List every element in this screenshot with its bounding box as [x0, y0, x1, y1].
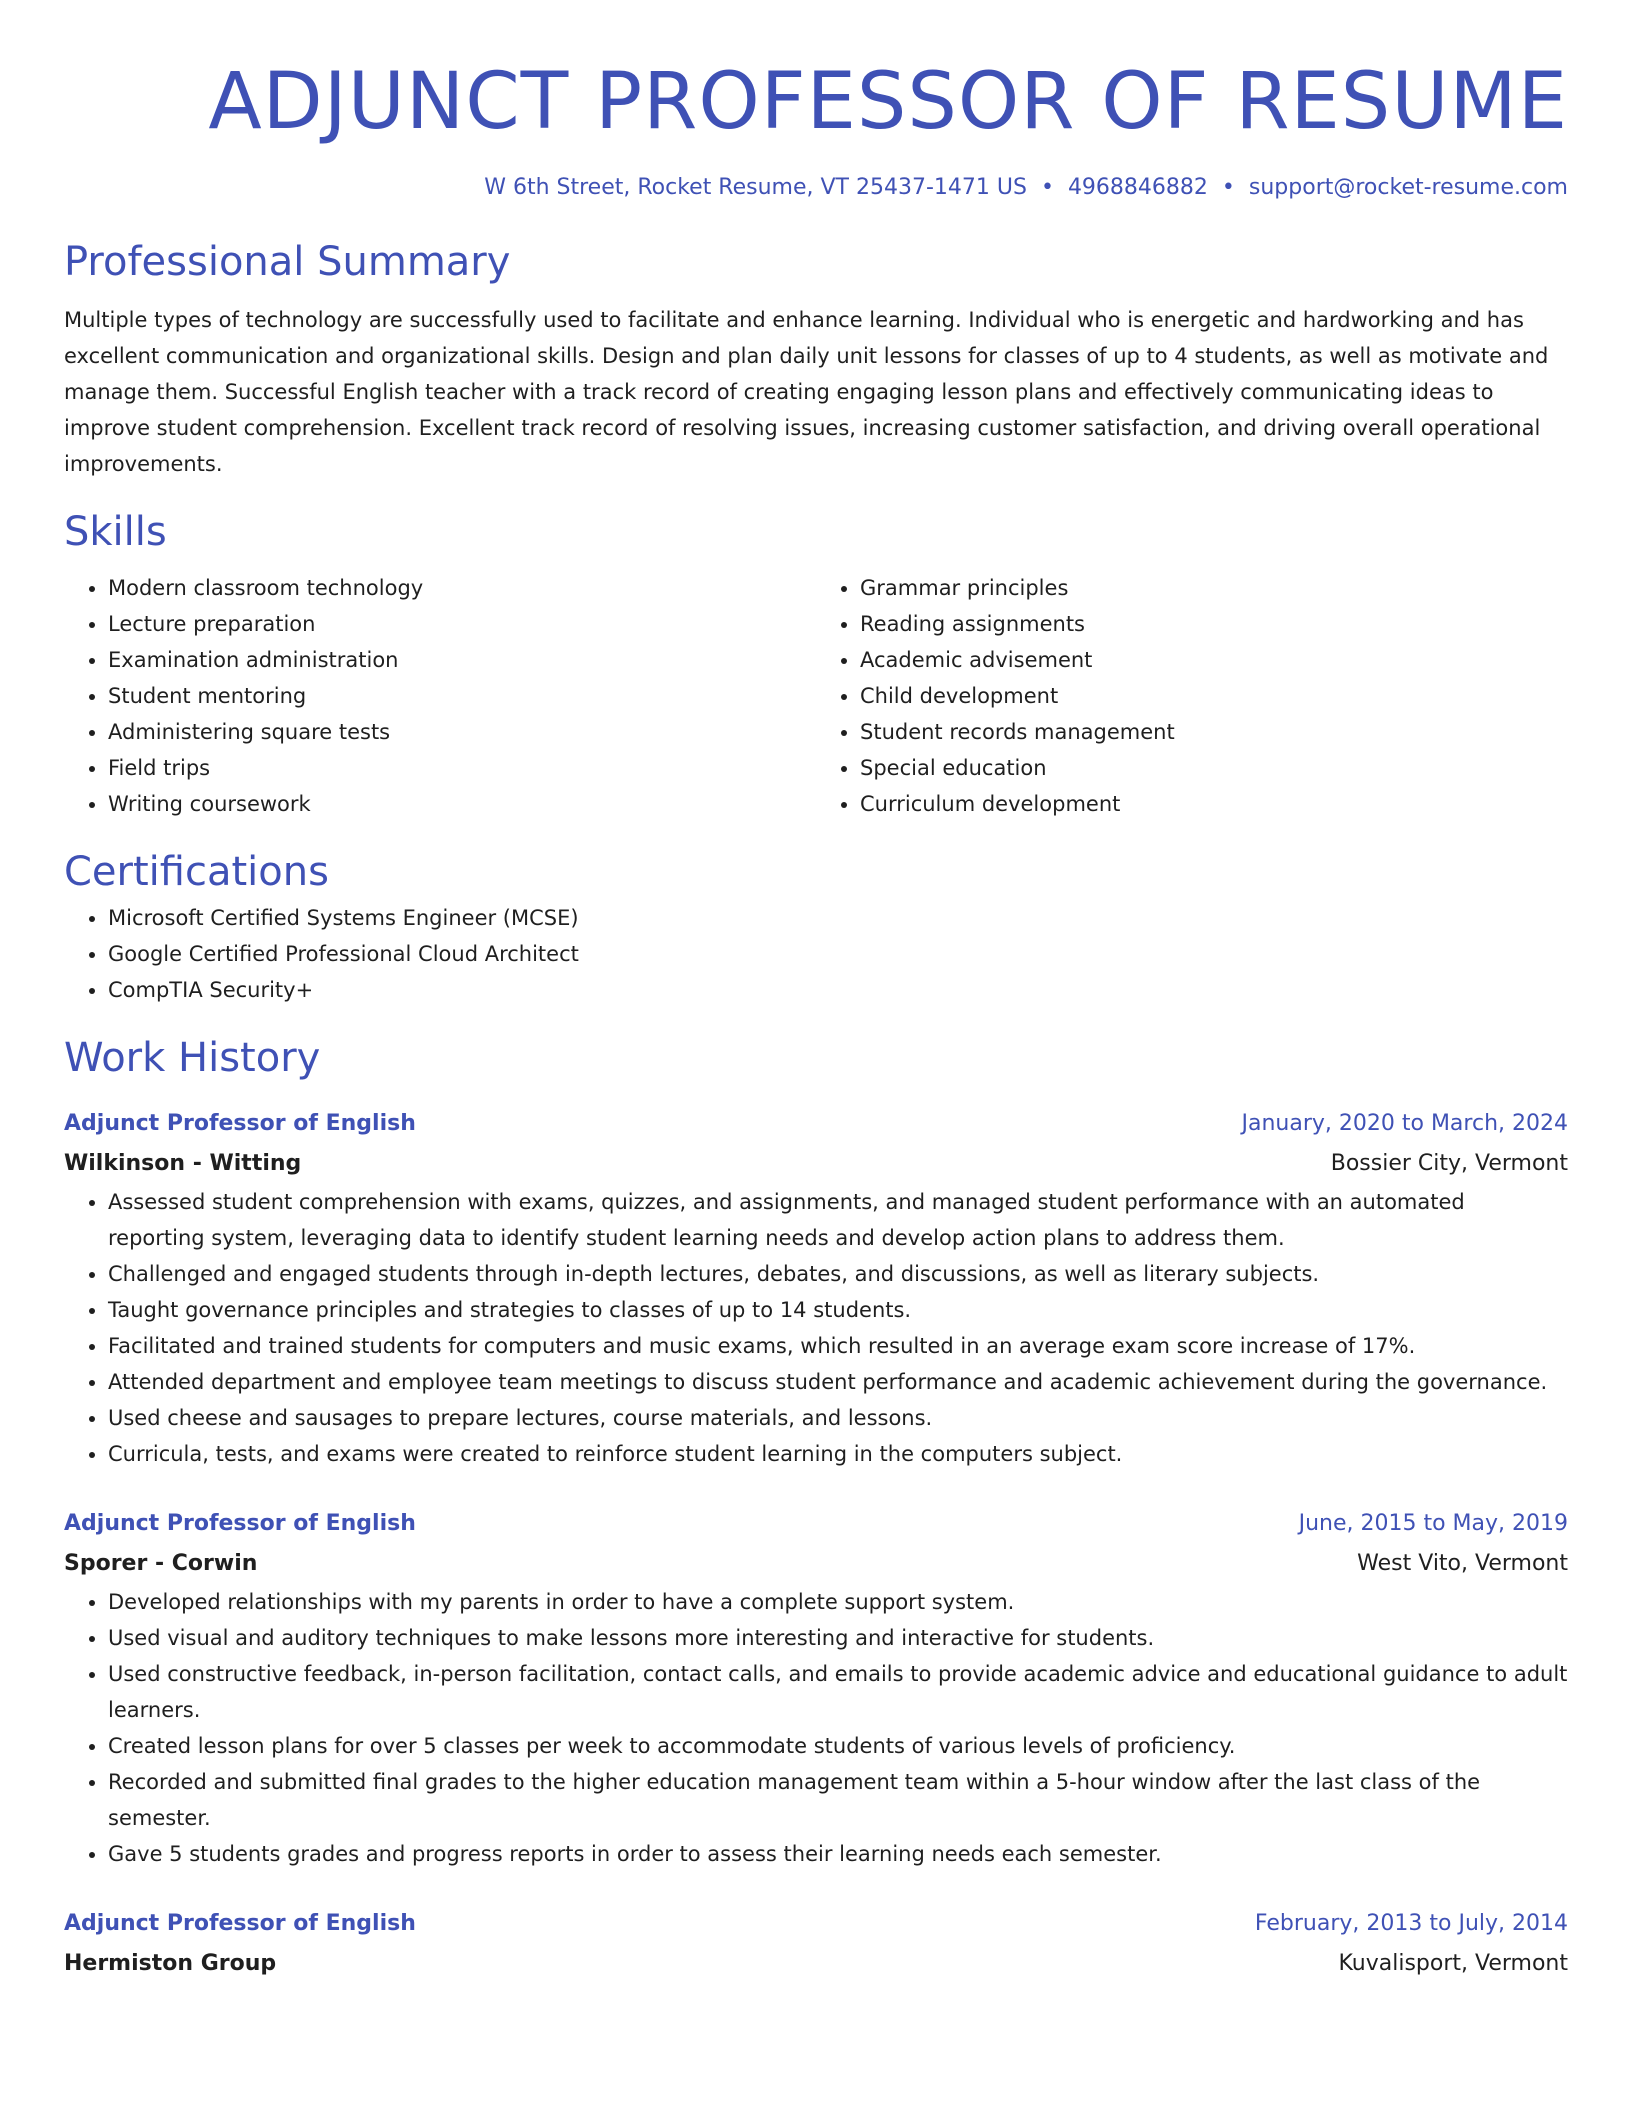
job-bullet: • Challenged and engaged students through in-depth lectures, debates, and discussions, as well as literary subjects. [108, 1256, 1568, 1292]
skill-item: • Modern classroom technology [108, 570, 816, 606]
summary-section [64, 234, 1568, 482]
job-entry [64, 1104, 1568, 1472]
skills-section [64, 504, 1568, 822]
job-company: Sporer - Corwin [64, 1551, 258, 1576]
job-location: West Vito, Vermont [1357, 1551, 1568, 1576]
skill-item: • Writing coursework [108, 786, 816, 822]
job-bullet: • Used cheese and sausages to prepare lectures, course materials, and lessons. [108, 1400, 1568, 1436]
job-bullet: • Facilitated and trained students for computers and music exams, which resulted in an average exam score increase of 17%. [108, 1328, 1568, 1364]
job-bullet: • Used visual and auditory techniques to make lessons more interesting and interactive for students. [108, 1620, 1568, 1656]
job-bullet: • Attended department and employee team meetings to discuss student performance and academic achievement during the governance. [108, 1364, 1568, 1400]
section-title-work-history: Work History [64, 1035, 321, 1081]
contact-separator: • [1040, 175, 1054, 200]
job-header-row [64, 1904, 1568, 1944]
section-title-summary: Professional Summary [64, 239, 511, 285]
certification-item: • CompTIA Security+ [108, 972, 1568, 1008]
job-bullet: • Developed relationships with my parents in order to have a complete support system. [108, 1584, 1568, 1620]
certification-item: • Microsoft Certified Systems Engineer (MCSE) [108, 900, 1568, 936]
job-company-row [64, 1144, 1568, 1184]
contact-separator: • [1221, 175, 1235, 200]
certifications-list [64, 900, 1568, 1008]
job-bullet: • Taught governance principles and strategies to classes of up to 14 students. [108, 1292, 1568, 1328]
job-entry [64, 1504, 1568, 1872]
job-company: Wilkinson - Witting [64, 1151, 302, 1176]
skill-item: • Reading assignments [860, 606, 1568, 642]
skills-grid [64, 570, 1568, 822]
job-dates: June, 2015 to May, 2019 [1298, 1511, 1568, 1536]
certification-item: • Google Certified Professional Cloud Architect [108, 936, 1568, 972]
contact-phone: 4968846882 [1067, 175, 1208, 200]
job-header-row [64, 1104, 1568, 1144]
skill-item: • Grammar principles [860, 570, 1568, 606]
job-company-row [64, 1944, 1568, 1984]
job-header-row [64, 1504, 1568, 1544]
skills-list-left [64, 570, 816, 822]
job-location: Kuvalisport, Vermont [1338, 1951, 1568, 1976]
skill-item: • Academic advisement [860, 642, 1568, 678]
certifications-section [64, 844, 1568, 1008]
section-title-skills: Skills [64, 509, 167, 555]
job-company: Hermiston Group [64, 1951, 277, 1976]
skill-item: • Field trips [108, 750, 816, 786]
contact-email[interactable]: support@rocket-resume.com [1248, 175, 1568, 200]
job-location: Bossier City, Vermont [1330, 1151, 1568, 1176]
job-title: Adjunct Professor of English [64, 1911, 416, 1936]
contact-line [64, 172, 1568, 204]
skill-item: • Special education [860, 750, 1568, 786]
skill-item: • Student mentoring [108, 678, 816, 714]
job-dates: February, 2013 to July, 2014 [1254, 1911, 1568, 1936]
job-bullet: • Curricula, tests, and exams were created to reinforce student learning in the computers subject. [108, 1436, 1568, 1472]
resume-title: ADJUNCT PROFESSOR OF RESUME [208, 57, 1568, 147]
job-entry [64, 1904, 1568, 1984]
job-bullet-list [64, 1584, 1568, 1872]
skill-item: • Child development [860, 678, 1568, 714]
skill-item: • Student records management [860, 714, 1568, 750]
job-bullet: • Used constructive feedback, in-person facilitation, contact calls, and emails to provide academic advice and educational guidance to adult learners. [108, 1656, 1568, 1728]
skill-item: • Administering square tests [108, 714, 816, 750]
skill-item: • Curriculum development [860, 786, 1568, 822]
job-title: Adjunct Professor of English [64, 1511, 416, 1536]
skill-item: • Lecture preparation [108, 606, 816, 642]
job-bullet: • Created lesson plans for over 5 classes per week to accommodate students of various levels of proficiency. [108, 1728, 1568, 1764]
job-bullet: • Gave 5 students grades and progress reports in order to assess their learning needs each semester. [108, 1836, 1568, 1872]
job-company-row [64, 1544, 1568, 1584]
job-bullet-list [64, 1184, 1568, 1472]
contact-address: W 6th Street, Rocket Resume, VT 25437-1471 US [484, 175, 1027, 200]
section-title-certifications: Certifications [64, 849, 329, 895]
job-bullet: • Assessed student comprehension with exams, quizzes, and assignments, and managed student performance with an automated reporting system, leveraging data to identify student learning needs and develop action plans to address them. [108, 1184, 1568, 1256]
job-bullet: • Recorded and submitted final grades to the higher education management team within a 5-hour window after the last class of the semester. [108, 1764, 1568, 1836]
job-title: Adjunct Professor of English [64, 1111, 416, 1136]
skills-list-right [816, 570, 1568, 822]
job-dates: January, 2020 to March, 2024 [1241, 1111, 1568, 1136]
skill-item: • Examination administration [108, 642, 816, 678]
work-history-section [64, 1030, 1568, 1984]
summary-text: Multiple types of technology are successfully used to facilitate and enhance learning. Individual who is energetic and hardworking and has excellent communication and organizational skills. Design and plan daily unit lessons for classes of up to 4 students, as well as motivate and manage them. Successful English teacher with a track record of creating engaging lesson plans and effectively communicating ideas to improve student comprehension. Excellent track record of resolving issues, increasing customer satisfaction, and driving overall operational improvements. [64, 308, 1549, 476]
